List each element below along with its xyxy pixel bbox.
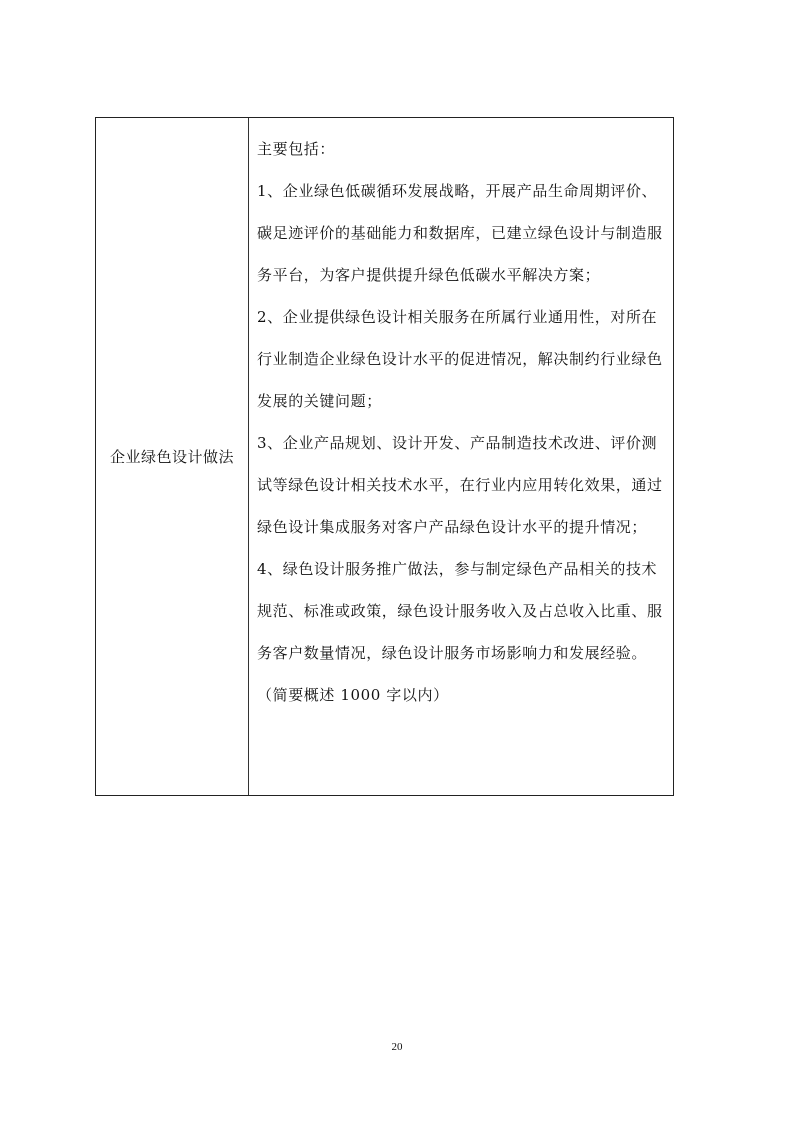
content-line: 行业制造企业绿色设计水平的促进情况，解决制约行业绿色 — [257, 350, 663, 368]
page-number: 20 — [391, 1041, 403, 1053]
content-line: 试等绿色设计相关技术水平，在行业内应用转化效果，通过 — [257, 476, 663, 494]
content-note: （简要概述 1000 字以内） — [257, 686, 449, 704]
content-line: 4、绿色设计服务推广做法，参与制定绿色产品相关的技术 — [257, 560, 658, 578]
row-label-cell — [96, 118, 249, 795]
content-line: 2、企业提供绿色设计相关服务在所属行业通用性，对所在 — [257, 308, 658, 326]
content-line: 3、企业产品规划、设计开发、产品制造技术改进、评价测 — [257, 434, 658, 452]
content-line: 绿色设计集成服务对客户产品绿色设计水平的提升情况； — [257, 518, 648, 536]
content-cell[interactable] — [249, 118, 673, 795]
content-line: 规范、标准或政策，绿色设计服务收入及占总收入比重、服 — [257, 602, 663, 620]
row-label: 企业绿色设计做法 — [109, 448, 234, 466]
content-intro: 主要包括： — [257, 140, 336, 158]
content-line: 务平台，为客户提供提升绿色低碳水平解决方案； — [257, 266, 601, 284]
content-line: 发展的关键问题； — [257, 392, 382, 410]
content-line: 1、企业绿色低碳循环发展战略，开展产品生命周期评价、 — [257, 182, 658, 200]
content-line: 务客户数量情况，绿色设计服务市场影响力和发展经验。 — [257, 644, 648, 662]
form-table — [95, 117, 674, 796]
content-line: 碳足迹评价的基础能力和数据库，已建立绿色设计与制造服 — [257, 224, 663, 242]
